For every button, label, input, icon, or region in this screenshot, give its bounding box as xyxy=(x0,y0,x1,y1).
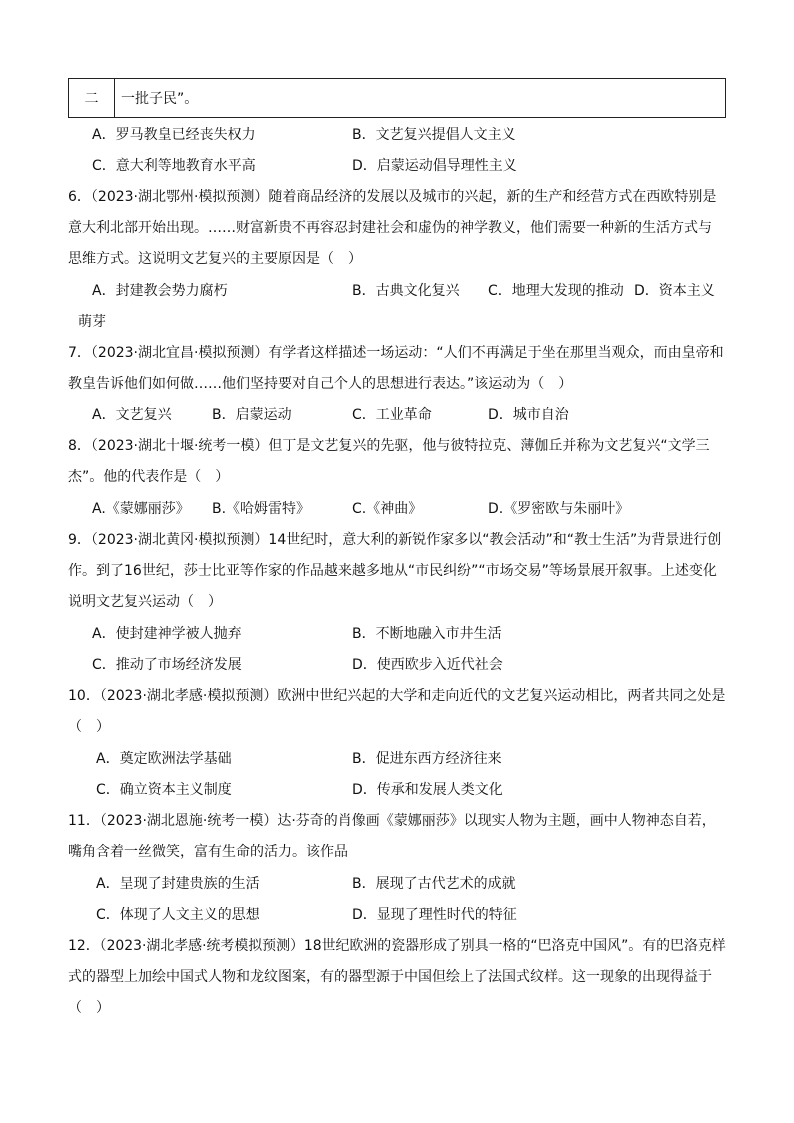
q6-stem-line-1: 6．（2023·湖北鄂州·模拟预测）随着商品经济的发展以及城市的兴起，新的生产和经营方式在西欧特别是 xyxy=(68,189,717,205)
q10-option-c: C．确立资本主义制度 xyxy=(96,782,232,798)
q10-option-d: D．传承和发展人类文化 xyxy=(352,782,503,798)
q6-stem-line-3: 思维方式。这说明文艺复兴的主要原因是（ ） xyxy=(68,251,362,267)
table-cell-left: 二 xyxy=(69,79,115,117)
q5-option-c: C．意大利等地教育水平高 xyxy=(92,158,256,174)
q6-option-a: A．封建教会势力腐朽 xyxy=(92,283,228,299)
q10-option-a: A．奠定欧洲法学基础 xyxy=(96,751,232,767)
q9-stem-line-3: 说明文艺复兴运动（ ） xyxy=(68,594,222,610)
q5-option-d: D．启蒙运动倡导理性主义 xyxy=(352,158,517,174)
q9-option-b: B．不断地融入市井生活 xyxy=(352,626,502,642)
q6-option-d-continued: 萌芽 xyxy=(78,314,106,330)
q7-option-d: D．城市自治 xyxy=(488,407,569,423)
q9-option-d: D．使西欧步入近代社会 xyxy=(352,657,503,673)
q9-option-a: A．使封建神学被人抛弃 xyxy=(92,626,242,642)
q5-option-b: B．文艺复兴提倡人文主义 xyxy=(352,127,516,143)
q12-stem-line-3: （ ） xyxy=(68,1000,110,1016)
q7-option-c: C．工业革命 xyxy=(352,407,432,423)
q8-option-b: B.《哈姆雷特》 xyxy=(212,501,311,517)
q9-option-c: C．推动了市场经济发展 xyxy=(92,657,242,673)
q8-option-c: C.《神曲》 xyxy=(352,501,423,517)
q5-option-a: A．罗马教皇已经丧失权力 xyxy=(92,127,256,143)
q11-stem-line-1: 11．（2023·湖北恩施·统考一模）达·芬奇的肖像画《蒙娜丽莎》以现实人物为主题，画中人物神态自若， xyxy=(68,813,716,829)
q8-stem-line-2: 杰”。他的代表作是（ ） xyxy=(68,469,230,485)
q12-stem-line-2: 式的器型上加绘中国式人物和龙纹图案，有的器型源于中国但绘上了法国式纹样。这一现象的出现得益于 xyxy=(68,969,712,985)
q7-option-a: A．文艺复兴 xyxy=(92,407,172,423)
q8-option-a: A.《蒙娜丽莎》 xyxy=(92,501,190,517)
q9-stem-line-1: 9．（2023·湖北黄冈·模拟预测）14世纪时，意大利的新锐作家多以“教会活动”和“教士生活”为背景进行创 xyxy=(68,532,722,548)
q7-stem-line-2: 教皇告诉他们如何做……他们坚持要对自己个人的思想进行表达。”该运动为（ ） xyxy=(68,376,573,392)
q11-option-b: B．展现了古代艺术的成就 xyxy=(352,876,516,892)
q11-stem-line-2: 嘴角含着一丝微笑，富有生命的活力。该作品 xyxy=(68,844,348,860)
q10-option-b: B．促进东西方经济往来 xyxy=(352,751,502,767)
table-fragment xyxy=(68,78,726,118)
q11-option-a: A．呈现了封建贵族的生活 xyxy=(96,876,260,892)
q7-stem-line-1: 7．（2023·湖北宜昌·模拟预测）有学者这样描述一场运动：“人们不再满足于坐在那里当观众，而由皇帝和 xyxy=(68,345,724,361)
table-cell-right: 一批子民”。 xyxy=(121,91,199,107)
q6-option-b: B．古典文化复兴 xyxy=(352,283,460,299)
q11-option-c: C．体现了人文主义的思想 xyxy=(96,907,260,923)
q8-option-d: D.《罗密欧与朱丽叶》 xyxy=(488,501,630,517)
q6-stem-line-2: 意大利北部开始出现。……财富新贵不再容忍封建社会和虚伪的神学教义，他们需要一种新的生活方式与 xyxy=(68,220,712,236)
q10-stem-line-1: 10．（2023·湖北孝感·模拟预测）欧洲中世纪兴起的大学和走向近代的文艺复兴运动相比，两者共同之处是 xyxy=(68,688,726,704)
q7-option-b: B．启蒙运动 xyxy=(212,407,292,423)
q6-option-d: D．资本主义 xyxy=(634,283,715,299)
q11-option-d: D．显现了理性时代的特征 xyxy=(352,907,517,923)
q9-stem-line-2: 作。到了16世纪，莎士比亚等作家的作品越来越多地从“市民纠纷”“市场交易”等场景展开叙事。上述变化 xyxy=(68,563,717,579)
q10-stem-line-2: （ ） xyxy=(68,719,110,735)
q12-stem-line-1: 12．（2023·湖北孝感·统考模拟预测）18世纪欧洲的瓷器形成了别具一格的“巴洛克中国风”。有的巴洛克样 xyxy=(68,938,726,954)
q6-option-c: C．地理大发现的推动 xyxy=(488,283,624,299)
q8-stem-line-1: 8．（2023·湖北十堰·统考一模）但丁是文艺复兴的先驱，他与彼特拉克、薄伽丘并称为文艺复兴“文学三 xyxy=(68,438,710,454)
